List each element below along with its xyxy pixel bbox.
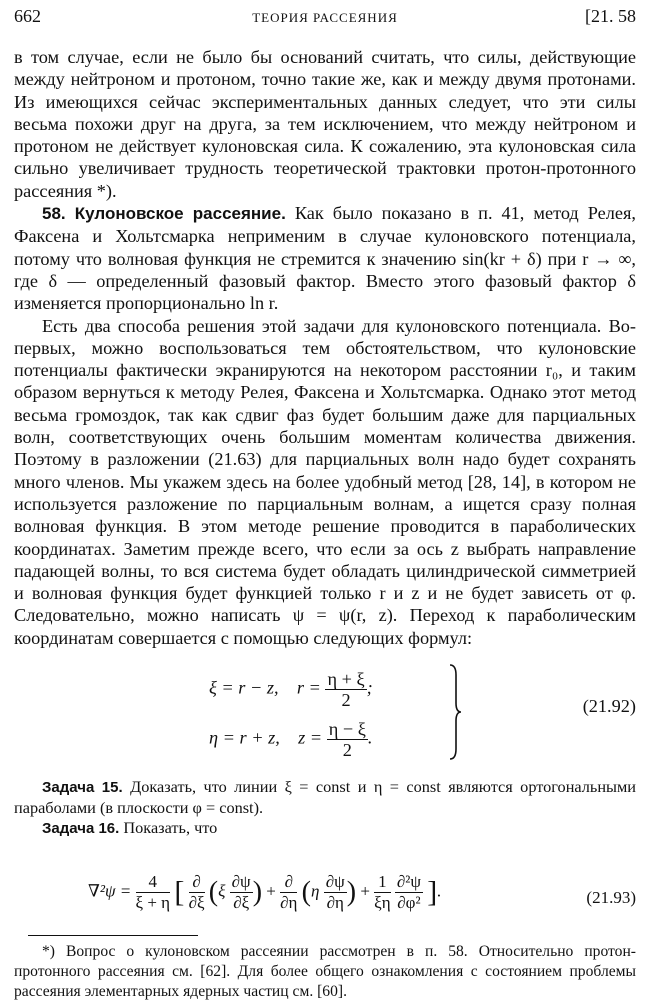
eq-row1-end: ; [366,677,373,698]
fraction-d-deta [280,872,297,913]
eq-row2-end: . [367,727,373,748]
fraction-numerator: 1 [374,872,390,893]
fraction-denominator: ∂φ² [397,893,421,912]
right-paren: ) [252,876,263,908]
fraction-denominator: ξ + η [135,893,171,912]
main-text [14,46,636,839]
fraction-numerator: ∂ψ [325,872,345,891]
xi-factor: ξ [218,881,226,901]
fraction-r [325,669,366,710]
eq-r-lhs: r = [296,677,321,698]
section-58-paragraph [14,202,636,314]
running-header [14,6,636,28]
left-paren: ( [301,876,311,908]
paragraph-continuation: в том случае, если не было бы оснований считать, что силы, действующие между нейтроном и протоном, точно такие же, как и между двумя протонами. Из имеющихся сейчас экспериментальных данных следует, что эти силы весьма похожи друг на друга, за тем исключением, что между нейтроном и протоном не действует кулоновская сила. К сожалению, эта кулоновская сила сильно увеличивает трудность теоретической трактовки протон-протонного рассеяния *). [14,47,636,201]
right-bracket: ] [427,875,438,909]
fraction-dpsi-dxi [230,872,253,913]
fraction-denominator: ∂η [326,893,344,912]
footnote-divider [28,935,198,936]
task-15-text: Доказать, что линии ξ = const и η = const являются ортогональными параболами (в плоскости φ = const). [14,777,636,818]
equation-row-1 [209,669,373,710]
fraction-denominator: 2 [342,740,352,761]
right-brace-icon [448,663,462,761]
left-paren: ( [208,876,219,908]
fraction-denominator: ∂ξ [233,893,250,912]
fraction-numerator: 4 [136,872,171,893]
paragraph-methods: Есть два способа решения этой задачи для кулоновского потенциала. Во-первых, можно воспользоваться тем обстоятельством, что кулоновские потенциалы фактически экранируются на некотором расстоянии r₀, и таким образом вернуться к методу Релея, Факсена и Хольтсмарка. Однако этот метод весьма громоздок, так как сдвиг фаз будет большим даже для парциальных волн, соответствующих очень большим моментам количества движения. Поэтому в разложении (21.63) для парциальных волн надо будет сохранять много членов. Мы укажем здесь на более удобный метод [28, 14], в котором не используется разложение по парциальным волнам, а ищется сразу полная волновая функция. В этом методе решение проводится в параболических координатах. Заметим прежде всего, что если за ось z выбрать направление падающей волны, то вся система будет обладать цилиндрической симметрией и волновая функция будет функцией только r и z и не будет зависеть от φ. Следовательно, можно написать ψ = ψ(r, z). Переход к параболическим координатам совершается с помощью следующих формул: [14,315,636,648]
plus-sign: + [266,881,276,901]
task-16 [14,818,636,839]
plus-sign: + [360,881,370,901]
eq-xi-def: ξ = r − z, [209,677,279,698]
fraction-denominator: 2 [341,690,351,711]
fraction-z [327,719,368,760]
fraction-one-over-xieta [374,872,390,913]
equation-21-92 [14,661,636,771]
equation-row-2 [209,719,372,760]
laplacian-expression [88,872,442,913]
eq-eta-def: η = r + z, [209,727,280,748]
fraction-d2psi-dphi2 [395,872,423,913]
fraction-numerator: η − ξ [328,719,366,740]
fraction-denominator: ∂η [280,893,298,912]
section-heading: 58. Кулоновское рассеяние. [42,204,286,224]
task-16-label: Задача 16. [42,820,120,838]
equation-number: (21.93) [586,888,636,907]
page-number: 662 [14,6,41,26]
left-bracket: [ [174,875,185,909]
fraction-coefficient [136,872,171,913]
equation-number: (21.92) [582,696,636,717]
task-15-label: Задача 15. [42,779,123,797]
fraction-numerator: ∂²ψ [396,872,422,891]
fraction-numerator: η + ξ [327,669,365,690]
fraction-denominator: ξη [374,893,391,912]
right-paren: ) [346,876,357,908]
eq-end: . [437,881,442,901]
section-58-text: Как было показано в п. 41, метод Релея, Факсена и Хольтсмарка неприменим в случае кулоновского потенциала, потому что волновая функция не стремится к значению sin(kr + δ) при r → ∞, где δ — определенный фазовый фактор. Вместо этого фазовый фактор δ изменяется пропорционально ln r. [14,203,636,314]
eq-z-lhs: z = [298,727,323,748]
footnote: *) Вопрос о кулоновском рассеянии рассмотрен в п. 58. Относительно протон-протонного рассеяния см. [62]. Для более общего ознакомления с состоянием проблемы рассеяния элементарных ядерных частиц см. [60]. [14,943,636,1000]
equation-21-93 [0,868,650,928]
laplacian-lhs: ∇²ψ = [88,881,132,901]
fraction-numerator: ∂ [189,872,205,893]
section-reference: [21. 58 [585,6,636,26]
fraction-numerator: ∂ [280,872,297,893]
fraction-dpsi-deta [324,872,347,913]
fraction-denominator: ∂ξ [188,893,205,912]
task-16-text: Показать, что [123,818,218,838]
fraction-numerator: ∂ψ [231,872,251,891]
eta-factor: η [311,881,320,901]
task-15 [14,777,636,818]
running-title: ТЕОРИЯ РАССЕЯНИЯ [252,10,398,25]
fraction-d-dxi [189,872,205,913]
